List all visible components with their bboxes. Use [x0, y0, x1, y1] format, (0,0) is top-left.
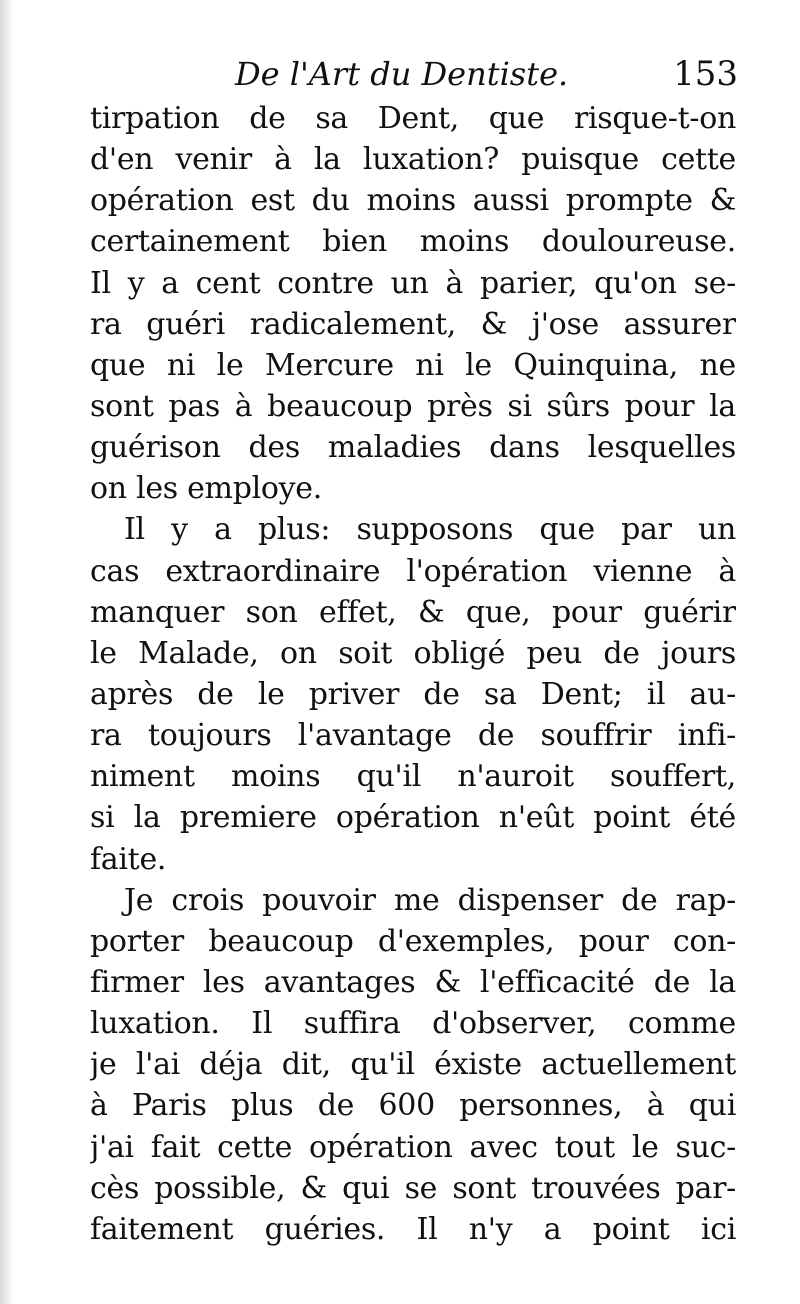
text-line: j'ai fait cette opération avec tout le suc-: [90, 1129, 736, 1165]
running-head: [90, 52, 738, 96]
text-line: tirpation de sa Dent, que risque-t-on: [90, 101, 736, 136]
text-line: faite.: [90, 841, 167, 877]
text-line: à Paris plus de 600 personnes, à qui: [90, 1088, 736, 1124]
text-line: firmer les avantages & l'efficacité de la: [90, 964, 736, 1000]
text-line: d'en venir à la luxation? puisque cette: [90, 142, 736, 178]
text-line: si la premiere opération n'eût point été: [90, 800, 736, 836]
text-line: que ni le Mercure ni le Quinquina, ne: [90, 347, 736, 383]
text-line: certainement bien moins douloureuse.: [90, 224, 736, 260]
text-line: Il y a plus: supposons que par un: [124, 512, 736, 548]
text-line: sont pas à beaucoup près si sûrs pour la: [90, 388, 736, 424]
page-number: 153: [673, 54, 738, 94]
text-line: je l'ai déja dit, qu'il éxiste actuellement: [90, 1047, 736, 1083]
text-line: faitement guéries. Il n'y a point ici: [90, 1211, 736, 1247]
text-line: ra guéri radicalement, & j'ose assurer: [90, 306, 736, 342]
text-line: porter beaucoup d'exemples, pour con-: [90, 923, 736, 959]
text-line: ra toujours l'avantage de souffrir infi-: [90, 718, 736, 754]
text-line: niment moins qu'il n'auroit souffert,: [90, 759, 736, 795]
text-line: cas extraordinaire l'opération vienne à: [90, 553, 736, 589]
text-body: [90, 98, 736, 1250]
text-line: après de le priver de sa Dent; il au-: [90, 676, 736, 712]
page-edge-shadow: [0, 0, 14, 1304]
text-line: Je crois pouvoir me dispenser de rap-: [124, 882, 736, 918]
text-line: Il y a cent contre un à parier, qu'on se-: [90, 265, 736, 301]
text-line: luxation. Il suffira d'observer, comme: [90, 1006, 736, 1042]
text-line: on les employe.: [90, 471, 322, 507]
text-line: cès possible, & qui se sont trouvées par-: [90, 1170, 736, 1206]
running-title: De l'Art du Dentiste.: [235, 55, 569, 93]
text-line: opération est du moins aussi prompte &: [90, 183, 736, 219]
text-line: manquer son effet, & que, pour guérir: [90, 594, 736, 630]
text-line: guérison des maladies dans lesquelles: [90, 430, 736, 466]
text-line: le Malade, on soit obligé peu de jours: [90, 635, 736, 671]
